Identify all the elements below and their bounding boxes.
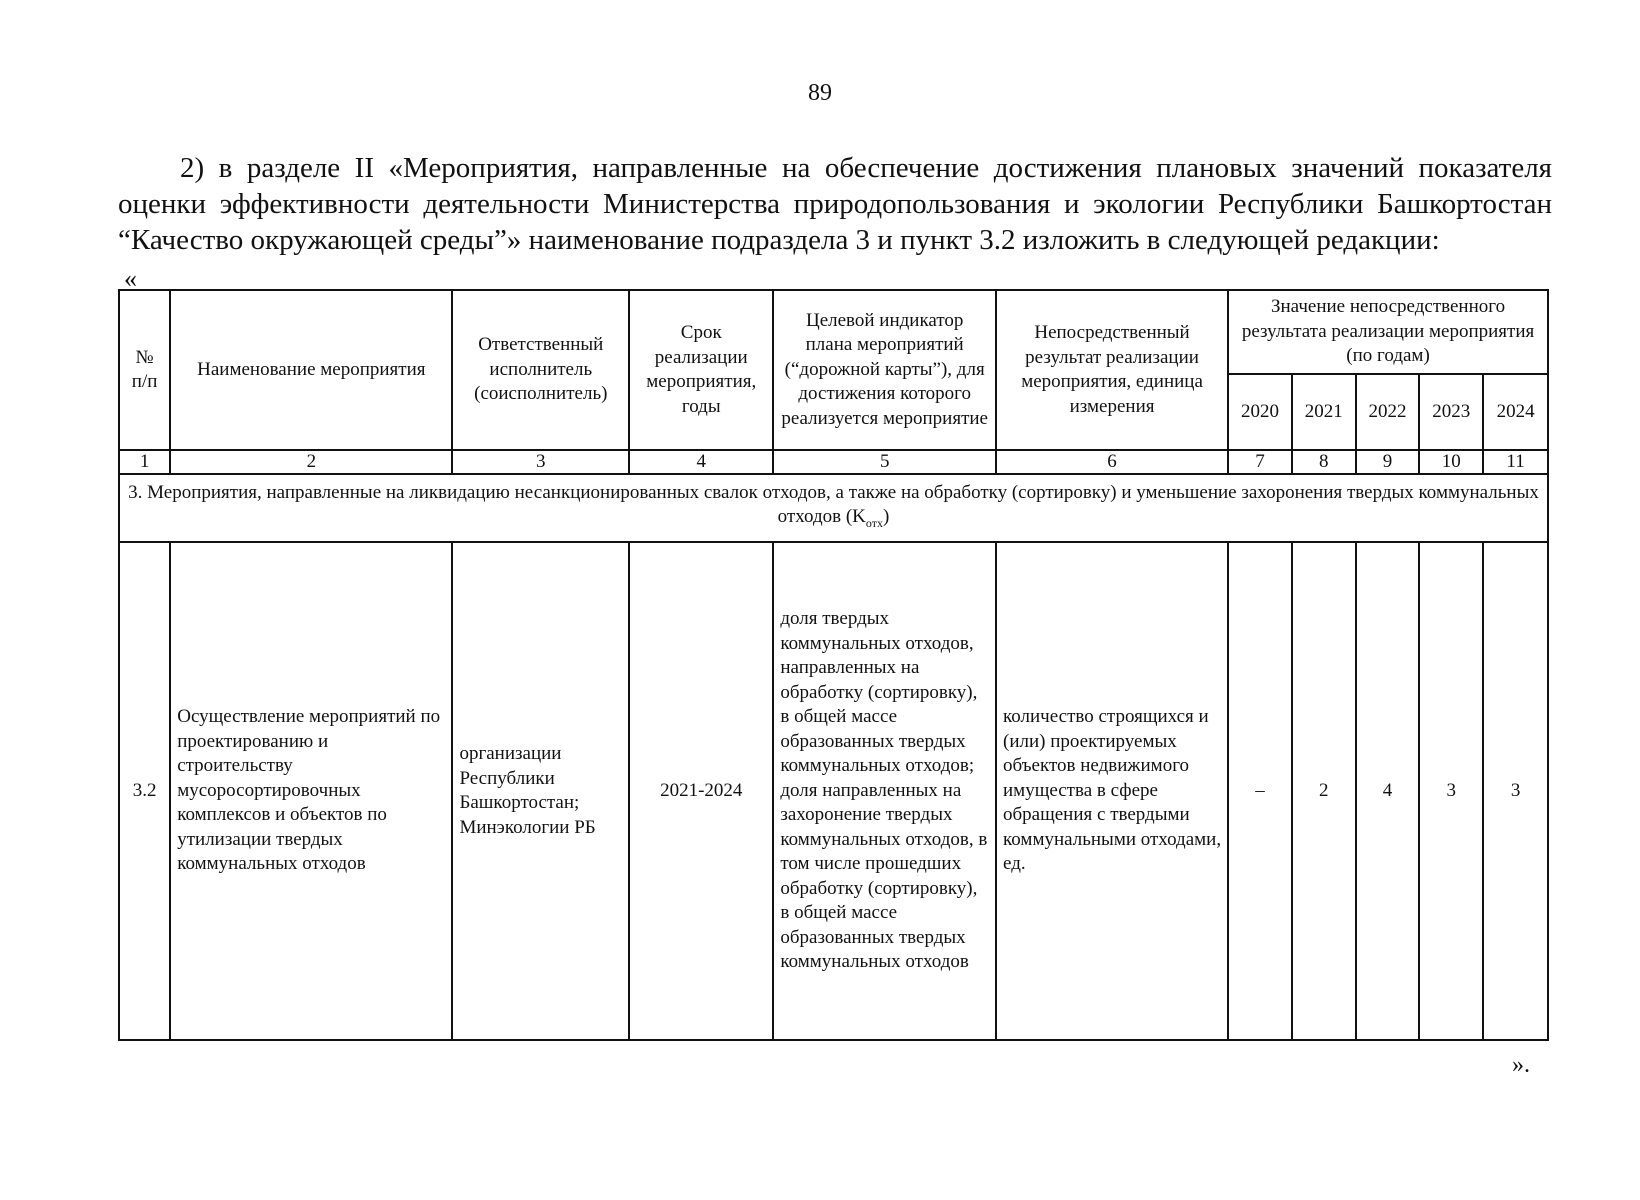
column-number: 5 — [773, 450, 996, 474]
column-number: 8 — [1292, 450, 1356, 474]
header-values-group: Значение непосредственного результата реализации мероприятия (по годам) — [1228, 290, 1548, 374]
column-number: 4 — [629, 450, 773, 474]
column-number: 11 — [1483, 450, 1548, 474]
section-subscript: отх — [865, 515, 883, 530]
column-number: 10 — [1419, 450, 1483, 474]
header-year-2022: 2022 — [1356, 374, 1420, 450]
header-term: Срок реализации мероприятия, годы — [629, 290, 773, 450]
row-result: количество строящихся и (или) проектируемых объектов недвижимого имущества в сфере обращения с твердыми коммунальными отходами, ед. — [996, 542, 1228, 1040]
row-value-2024: 3 — [1483, 542, 1548, 1040]
column-number: 3 — [452, 450, 629, 474]
measures-table — [118, 289, 1549, 1041]
row-term: 2021-2024 — [629, 542, 773, 1040]
header-year-2023: 2023 — [1419, 374, 1483, 450]
page-number: 89 — [808, 80, 832, 106]
column-number: 9 — [1356, 450, 1420, 474]
row-indicator: доля твердых коммунальных отходов, направленных на обработку (сортировку), в общей массе образованных твердых коммунальных отходов; доля направленных на захоронение твердых коммунальных отходов, в том числе прошедших обработку (сортировку), в общей массе образованных твердых коммунальных отходов — [773, 542, 996, 1040]
header-num: № п/п — [119, 290, 170, 450]
intro-paragraph — [118, 150, 1552, 258]
column-number: 6 — [996, 450, 1228, 474]
section-title-cell — [119, 474, 1548, 542]
row-name: Осуществление мероприятий по проектированию и строительству мусоросортировочных комплексов и объектов по утилизации твердых коммунальных отходов — [170, 542, 452, 1040]
row-value-2021: 2 — [1292, 542, 1356, 1040]
intro-text: 2) в разделе II «Мероприятия, направленные на обеспечение достижения плановых значений показателя оценки эффективности деятельности Министерства природопользования и экологии Республики Башкортостан “Качество окружающей среды”» наименование подраздела 3 и пункт 3.2 изложить в следующей редакции: — [118, 152, 1552, 256]
column-number: 2 — [170, 450, 452, 474]
header-indicator: Целевой индикатор плана мероприятий (“дорожной карты”), для достижения которого реализуется мероприятие — [773, 290, 996, 450]
row-value-2023: 3 — [1419, 542, 1483, 1040]
header-year-2024: 2024 — [1483, 374, 1548, 450]
header-result: Непосредственный результат реализации мероприятия, единица измерения — [996, 290, 1228, 450]
header-executor: Ответственный исполнитель (соисполнитель) — [452, 290, 629, 450]
section-title: 3. Мероприятия, направленные на ликвидацию несанкционированных свалок отходов, а также на обработку (сортировку) и уменьшение захоронения твердых коммунальных отходов (K — [128, 482, 1539, 528]
header-year-2020: 2020 — [1228, 374, 1292, 450]
section-title-end: ) — [882, 506, 890, 528]
column-number: 7 — [1228, 450, 1292, 474]
row-value-2022: 4 — [1356, 542, 1420, 1040]
row-value-2020: – — [1228, 542, 1292, 1040]
column-number-row — [119, 450, 1548, 474]
opening-quote: « — [124, 264, 137, 293]
column-number: 1 — [119, 450, 170, 474]
table-row — [119, 542, 1548, 1040]
row-executor: организации Республики Башкортостан; Минэкологии РБ — [452, 542, 629, 1040]
row-num: 3.2 — [119, 542, 170, 1040]
header-year-2021: 2021 — [1292, 374, 1356, 450]
closing-quote: ». — [1512, 1052, 1530, 1078]
header-name: Наименование мероприятия — [170, 290, 452, 450]
